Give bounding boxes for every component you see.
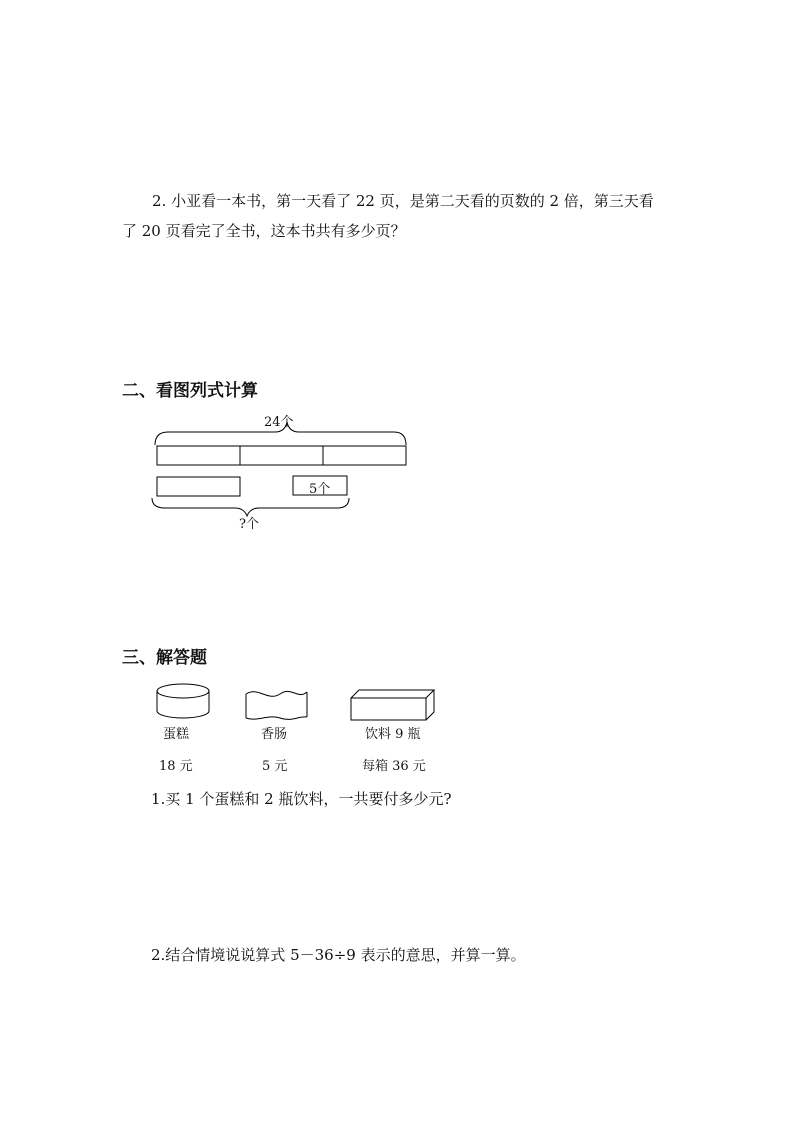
problem-2-line-1: 2. 小亚看一本书，第一天看了 22 页，是第二天看的页数的 2 倍，第三天看 xyxy=(152,192,654,210)
product-name-cake: 蛋糕 xyxy=(163,727,190,742)
top-bar-segment-2 xyxy=(240,446,323,465)
question-1: 1.买 1 个蛋糕和 2 瓶饮料，一共要付多少元? xyxy=(151,790,452,808)
product-price-cake: 18 元 xyxy=(159,759,193,774)
diagram-bottom-label: ?个 xyxy=(239,517,259,532)
product-name-drink: 饮料 9 瓶 xyxy=(365,727,421,742)
cake-icon xyxy=(157,684,209,718)
top-bar-segment-1 xyxy=(157,446,240,465)
product-price-drink: 每箱 36 元 xyxy=(362,759,426,774)
diagram-box-label: 5个 xyxy=(309,482,331,497)
sausage-icon xyxy=(246,691,307,719)
product-name-sausage: 香肠 xyxy=(261,727,288,742)
problem-2-line-2: 了 20 页看完了全书，这本书共有多少页？ xyxy=(122,222,406,240)
diagram-top-label: 24个 xyxy=(264,415,294,430)
top-bar-segment-3 xyxy=(323,446,406,465)
question-2: 2.结合情境说说算式 5－36÷9 表示的意思，并算一算。 xyxy=(151,946,526,964)
section-3-heading: 三、解答题 xyxy=(122,648,207,668)
drink-box-icon xyxy=(351,690,434,720)
product-price-sausage: 5 元 xyxy=(262,759,288,774)
section-2-heading: 二、看图列式计算 xyxy=(122,381,258,401)
bottom-bar-segment xyxy=(157,477,240,496)
